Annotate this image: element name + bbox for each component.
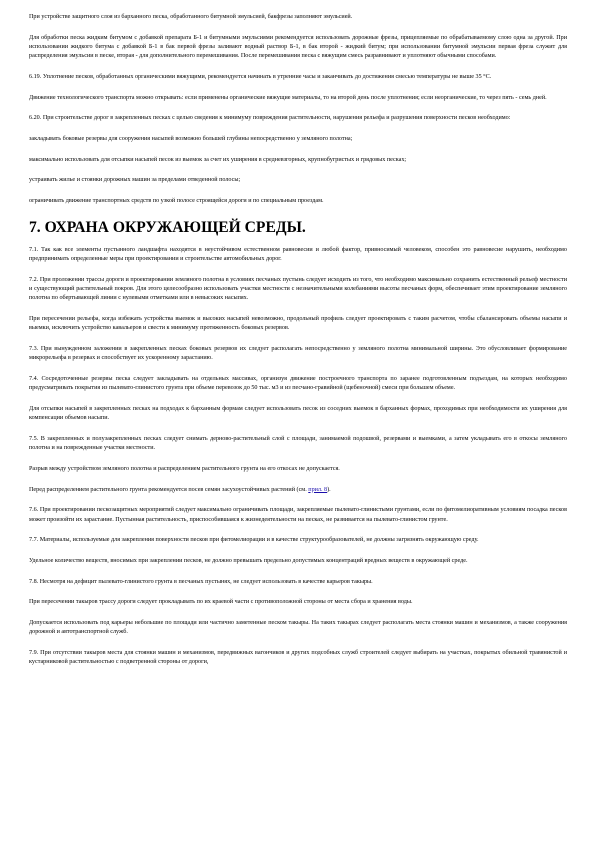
paragraph: 7.3. При вынужденном заложении в закрепленных песках боковых резервов их следует располагать непосредственно у земляного полотна минимальной ширины. Это обусловливает формирование микрорельефа в резервах и способствует их ускоренному зарастанию. <box>29 346 567 362</box>
paragraph-with-link <box>29 486 567 495</box>
list-item: ограничивать движение транспортных средств по узкой полосе строящейся дороги и по специальным проездам. <box>29 198 324 205</box>
list-item: закладывать боковые резервы для сооружения насыпей возможно большей глубины непосредственно у земляного полотна; <box>29 136 353 143</box>
paragraph: 7.2. При проложении трассы дороги и проектировании земляного полотна в условиях песчаных пустынь следует исходить из того, что необходимо максимально сохранить естественный рельеф местности и существующий растительный покров. Для этого целесообразно использовать участки местности с незначительными колебаниями высоты песчаных форм, обеспечивает этим проектирование земляного полотна по обертывающей линии с нулевыми отметками или в невысоких насыпях. <box>29 276 567 302</box>
appendix-link[interactable]: прил. 8 <box>308 486 328 493</box>
paragraph: 7.8. Несмотря на дефицит пылевато-глинистого грунта в песчаных пустынях, не следует использовать в качестве карьеров такыры. <box>29 578 373 585</box>
paragraph: Удельное количество веществ, вносимых при закреплении песков, не должно превышать предельно допустимых концентраций вредных веществ в окружающей среде. <box>29 558 468 565</box>
paragraph: 7.5. В закрепленных и полузакрепленных песках следует снимать дерново-растительный слой с площади, занимаемой подошвой, резервами и выемками, а затем укладывать его в откосы земляного полотна и на поврежденные участки местности. <box>29 435 567 452</box>
paragraph: Разрыв между устройством земляного полотна и распределением растительного грунта на его откосах не допускается. <box>29 465 340 472</box>
paragraph: 6.19. Уплотнение песков, обработанных органическими вяжущими, рекомендуется начинать в утренние часы и заканчивать до достижения смесью температуры не выше 35 °С. <box>29 73 492 80</box>
paragraph: При пересечении рельефа, когда избежать устройства выемок и высоких насыпей невозможно, продольный профиль следует проектировать с таким расчетом, чтобы сбалансировать объемы насыпи и выемки, исключить устройство кавальеров и свести к минимуму протяженность боковых резервов. <box>29 316 567 332</box>
list-item: устраивать жилье и стоянки дорожных машин за пределами отведенной полосы; <box>29 177 241 184</box>
paragraph: Допускается использовать под карьеры небольшие по площади или частично заметенные песком такыры. На таких такырах следует располагать места стоянки машин и механизмов, а также сооружения дорожной и автотранспортной служб. <box>29 620 567 636</box>
paragraph: Для отсыпки насыпей в закрепленных песках на подходах к барханным формам следует использовать песок из соседних выемок в барханных формах, проходимых при необходимости их уширения для компенсации объемов насыпи. <box>29 406 567 422</box>
paragraph: Движение технологического транспорта можно открывать: если применены органические вяжущие материалы, то на второй день после уплотнения; если неорганические, то через пять - семь дней. <box>29 94 547 101</box>
paragraph-text: Перед распределением растительного грунта рекомендуется посев семян засухоустойчивых растений (см. <box>29 486 307 493</box>
paragraph: 7.6. При проектировании пескозащитных мероприятий следует максимально ограничивать площади, закрепляемые пылевато-глинистыми грунтами, если по фитомелиоративным условиям посадка песков может произойти их зарастание. Пустынная растительность, приспособившаяся к жизнедеятельности на песках, не развивается на пылевато-глинистом грунте. <box>29 507 567 523</box>
paragraph: Для обработки песка жидким битумом с добавкой препарата Б-1 и битумными эмульсиями рекомендуется использовать дорожные фрезы, прицепляемые по обрабатываемому слою одна за другой. При использовании жидкого битума с добавкой Б-1 в бак первой фрезы заливают водный раствор Б-1, в бак второй - жидкий битум; при использовании битумной эмульсии первая фреза служит для распределения эмульсии в песке, вторая - для дополнительного перемешивания. После перемешивания песка с вяжущим смесь разравнивают и уплотняют обычными способами. <box>29 34 567 60</box>
paragraph-text-end: ). <box>327 486 331 493</box>
paragraph: 6.20. При строительстве дорог в закрепленных песках с целью сведения к минимуму повреждения растительности, нарушения рельефа и разрушения поверхности песков необходимо: <box>29 115 511 122</box>
paragraph: 7.1. Так как все элементы пустынного ландшафта находятся в неустойчивом естественном равновесии и любой фактор, привносимый человеком, способен это равновесие нарушить, необходимо предпринимать определенные меры при проектировании и строительстве автомобильных дорог. <box>29 246 567 263</box>
paragraph: При устройстве защитного слоя из барханного песка, обработанного битумной эмульсией, бакфрезы заполняют эмульсией. <box>29 14 353 20</box>
paragraph: 7.7. Материалы, используемые для закрепления поверхности песков при фитомелиорации и в качестве структурообразователей, не должны загрязнять окружающую среду. <box>29 537 479 544</box>
paragraph: 7.4. Сосредоточенные резервы песка следует закладывать на отдельных массивах, организуя движение построечного транспорта по заранее подготовленным подъездам, на которых необходимо предусматривать покрытия из пылевато-глинистого грунта при объеме перевозок до 50 тыс. м3 и из песчано-гравийной (щебеночной) смеси при большем объеме. <box>29 376 567 392</box>
paragraph: При пересечении такыров трассу дороги следует прокладывать по их краевой части с противоположной стороны от места сбора и хранения воды. <box>29 599 413 606</box>
list-item: максимально использовать для отсыпки насыпей песок из выемок за счет их уширения в средневзгорных, крупнобугристых и грядовых песках; <box>29 156 407 163</box>
section-heading: 7. ОХРАНА ОКРУЖАЮЩЕЙ СРЕДЫ. <box>29 218 306 236</box>
paragraph: 7.9. При отсутствии такыров места для стоянки машин и механизмов, передвижных вагончиков и других подсобных служб строителей следует выбирать на участках, покрытых обильной травянистой и кустарниковой растительностью с подветренной стороны от дороги, <box>29 650 567 666</box>
